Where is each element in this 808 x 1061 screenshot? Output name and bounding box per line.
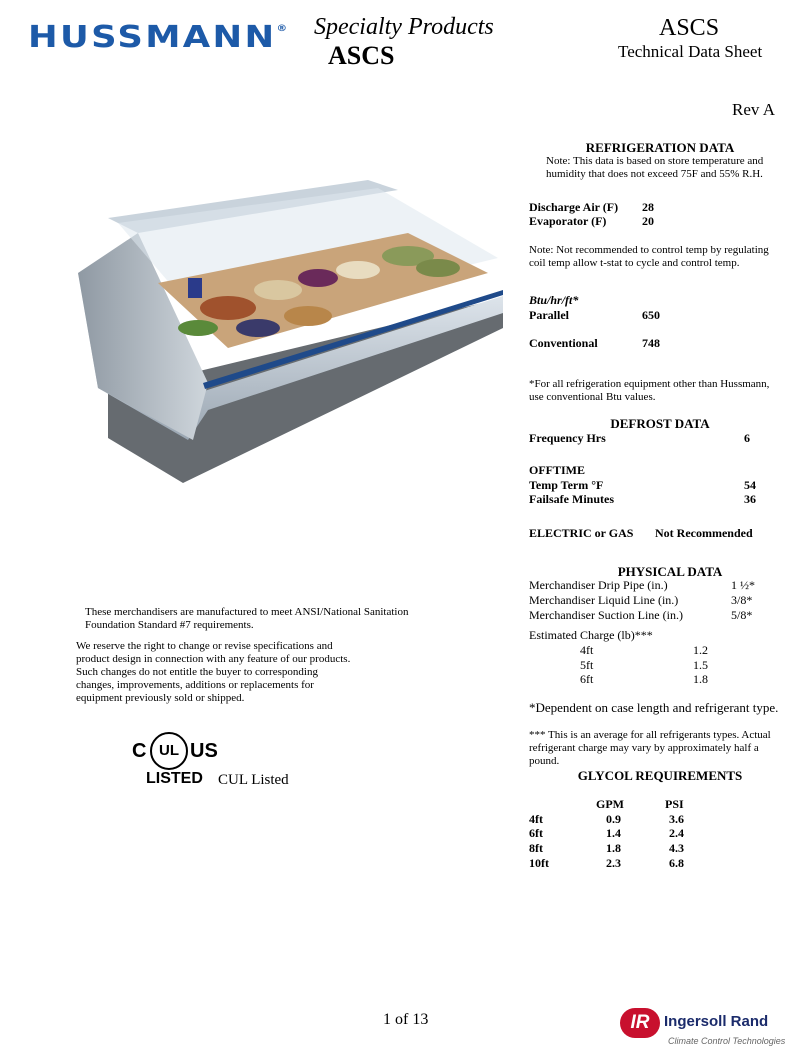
control-note: Note: Not recommended to control temp by regulating coil temp allow t-stat to cycle and control temp. <box>529 244 769 269</box>
failsafe-label: Failsafe Minutes <box>529 492 614 506</box>
ul-us: US <box>190 740 218 762</box>
liquid-line-label: Merchandiser Liquid Line (in.) <box>529 593 679 607</box>
frequency-label: Frequency Hrs <box>529 431 606 445</box>
charge-size: 4ft <box>580 643 594 657</box>
electric-label: ELECTRIC or GAS <box>529 526 634 540</box>
ul-listed: LISTED <box>146 770 203 787</box>
offtime-label: OFFTIME <box>529 463 585 477</box>
ul-listed-mark <box>132 732 218 792</box>
temp-term-label: Temp Term °F <box>529 478 604 492</box>
charge-value: 1.5 <box>693 658 708 672</box>
ir-name: Ingersoll Rand <box>664 1013 769 1030</box>
drip-pipe-label: Merchandiser Drip Pipe (in.) <box>529 578 668 592</box>
doc-type: Technical Data Sheet <box>618 42 763 61</box>
glycol-gpm: 0.9 <box>606 812 621 826</box>
charge-size: 5ft <box>580 658 594 672</box>
registered-mark: ® <box>276 24 288 34</box>
glycol-psi: 2.4 <box>669 826 684 840</box>
evaporator-label: Evaporator (F) <box>529 214 607 228</box>
ingersoll-rand-logo <box>620 1008 800 1052</box>
ul-c: C <box>132 740 147 762</box>
glycol-psi: 6.8 <box>669 856 684 870</box>
failsafe-value: 36 <box>744 492 756 506</box>
display-case-image <box>78 178 508 488</box>
parallel-value: 650 <box>642 308 660 322</box>
refrigeration-title: REFRIGERATION DATA <box>585 140 735 155</box>
conventional-label: Conventional <box>529 336 598 350</box>
model-title: ASCS <box>659 15 720 41</box>
suction-line-label: Merchandiser Suction Line (in.) <box>529 608 683 622</box>
suction-line-value: 5/8* <box>731 608 753 622</box>
defrost-title: DEFROST DATA <box>610 416 710 431</box>
glycol-psi-header: PSI <box>665 797 684 811</box>
ansi-note: These merchandisers are manufactured to meet ANSI/National Sanitation Foundation Standard #7 requirements. <box>85 606 409 631</box>
logo-text: HUSSMANN <box>28 20 277 55</box>
glycol-gpm: 1.8 <box>606 841 621 855</box>
dependent-note: *Dependent on case length and refrigerant type. <box>529 700 779 715</box>
glycol-size: 6ft <box>529 826 543 840</box>
charge-value: 1.2 <box>693 643 708 657</box>
glycol-gpm: 1.4 <box>606 826 621 840</box>
discharge-value: 28 <box>642 200 654 214</box>
glycol-psi: 3.6 <box>669 812 684 826</box>
glycol-gpm-header: GPM <box>596 797 624 811</box>
drip-pipe-value: 1 ½* <box>731 578 755 592</box>
conventional-value: 748 <box>642 336 660 350</box>
ir-mark: IR <box>620 1008 660 1038</box>
frequency-value: 6 <box>744 431 750 445</box>
subtitle-model: ASCS <box>328 41 395 70</box>
reserve-note: We reserve the right to change or revise specifications and product design in connection with any feature of our products. Such changes do not entitle the buyer to corresponding changes, improvements, additions or replacements for equipment previously sold or shipped. <box>76 640 351 704</box>
glycol-size: 8ft <box>529 841 543 855</box>
glycol-psi: 4.3 <box>669 841 684 855</box>
liquid-line-value: 3/8* <box>731 593 753 607</box>
revision: Rev A <box>732 100 775 119</box>
cul-label: CUL Listed <box>218 772 289 788</box>
specialty-products-title: Specialty Products <box>314 14 494 40</box>
physical-title: PHYSICAL DATA <box>617 564 723 579</box>
glycol-gpm: 2.3 <box>606 856 621 870</box>
btu-footnote: *For all refrigeration equipment other than Hussmann, use conventional Btu values. <box>529 378 770 403</box>
page-number: 1 of 13 <box>383 1011 429 1028</box>
temp-term-value: 54 <box>744 478 756 492</box>
charge-size: 6ft <box>580 672 594 686</box>
evaporator-value: 20 <box>642 214 654 228</box>
glycol-size: 4ft <box>529 812 543 826</box>
glycol-title: GLYCOL REQUIREMENTS <box>577 768 743 783</box>
glycol-size: 10ft <box>529 856 549 870</box>
ir-tagline: Climate Control Technologies <box>668 1036 786 1046</box>
discharge-label: Discharge Air (F) <box>529 200 619 214</box>
parallel-label: Parallel <box>529 308 569 322</box>
ul-circle: UL <box>150 732 188 770</box>
charge-label: Estimated Charge (lb)*** <box>529 628 653 642</box>
btu-label: Btu/hr/ft* <box>529 293 579 307</box>
electric-value: Not Recommended <box>655 526 753 540</box>
hussmann-logo <box>28 20 287 55</box>
average-note: *** This is an average for all refrigerants types. Actual refrigerant charge may vary by approximately half a pound. <box>529 729 771 767</box>
charge-value: 1.8 <box>693 672 708 686</box>
refrigeration-note: Note: This data is based on store temperature and humidity that does not exceed 75F and 55% R.H. <box>546 155 764 180</box>
